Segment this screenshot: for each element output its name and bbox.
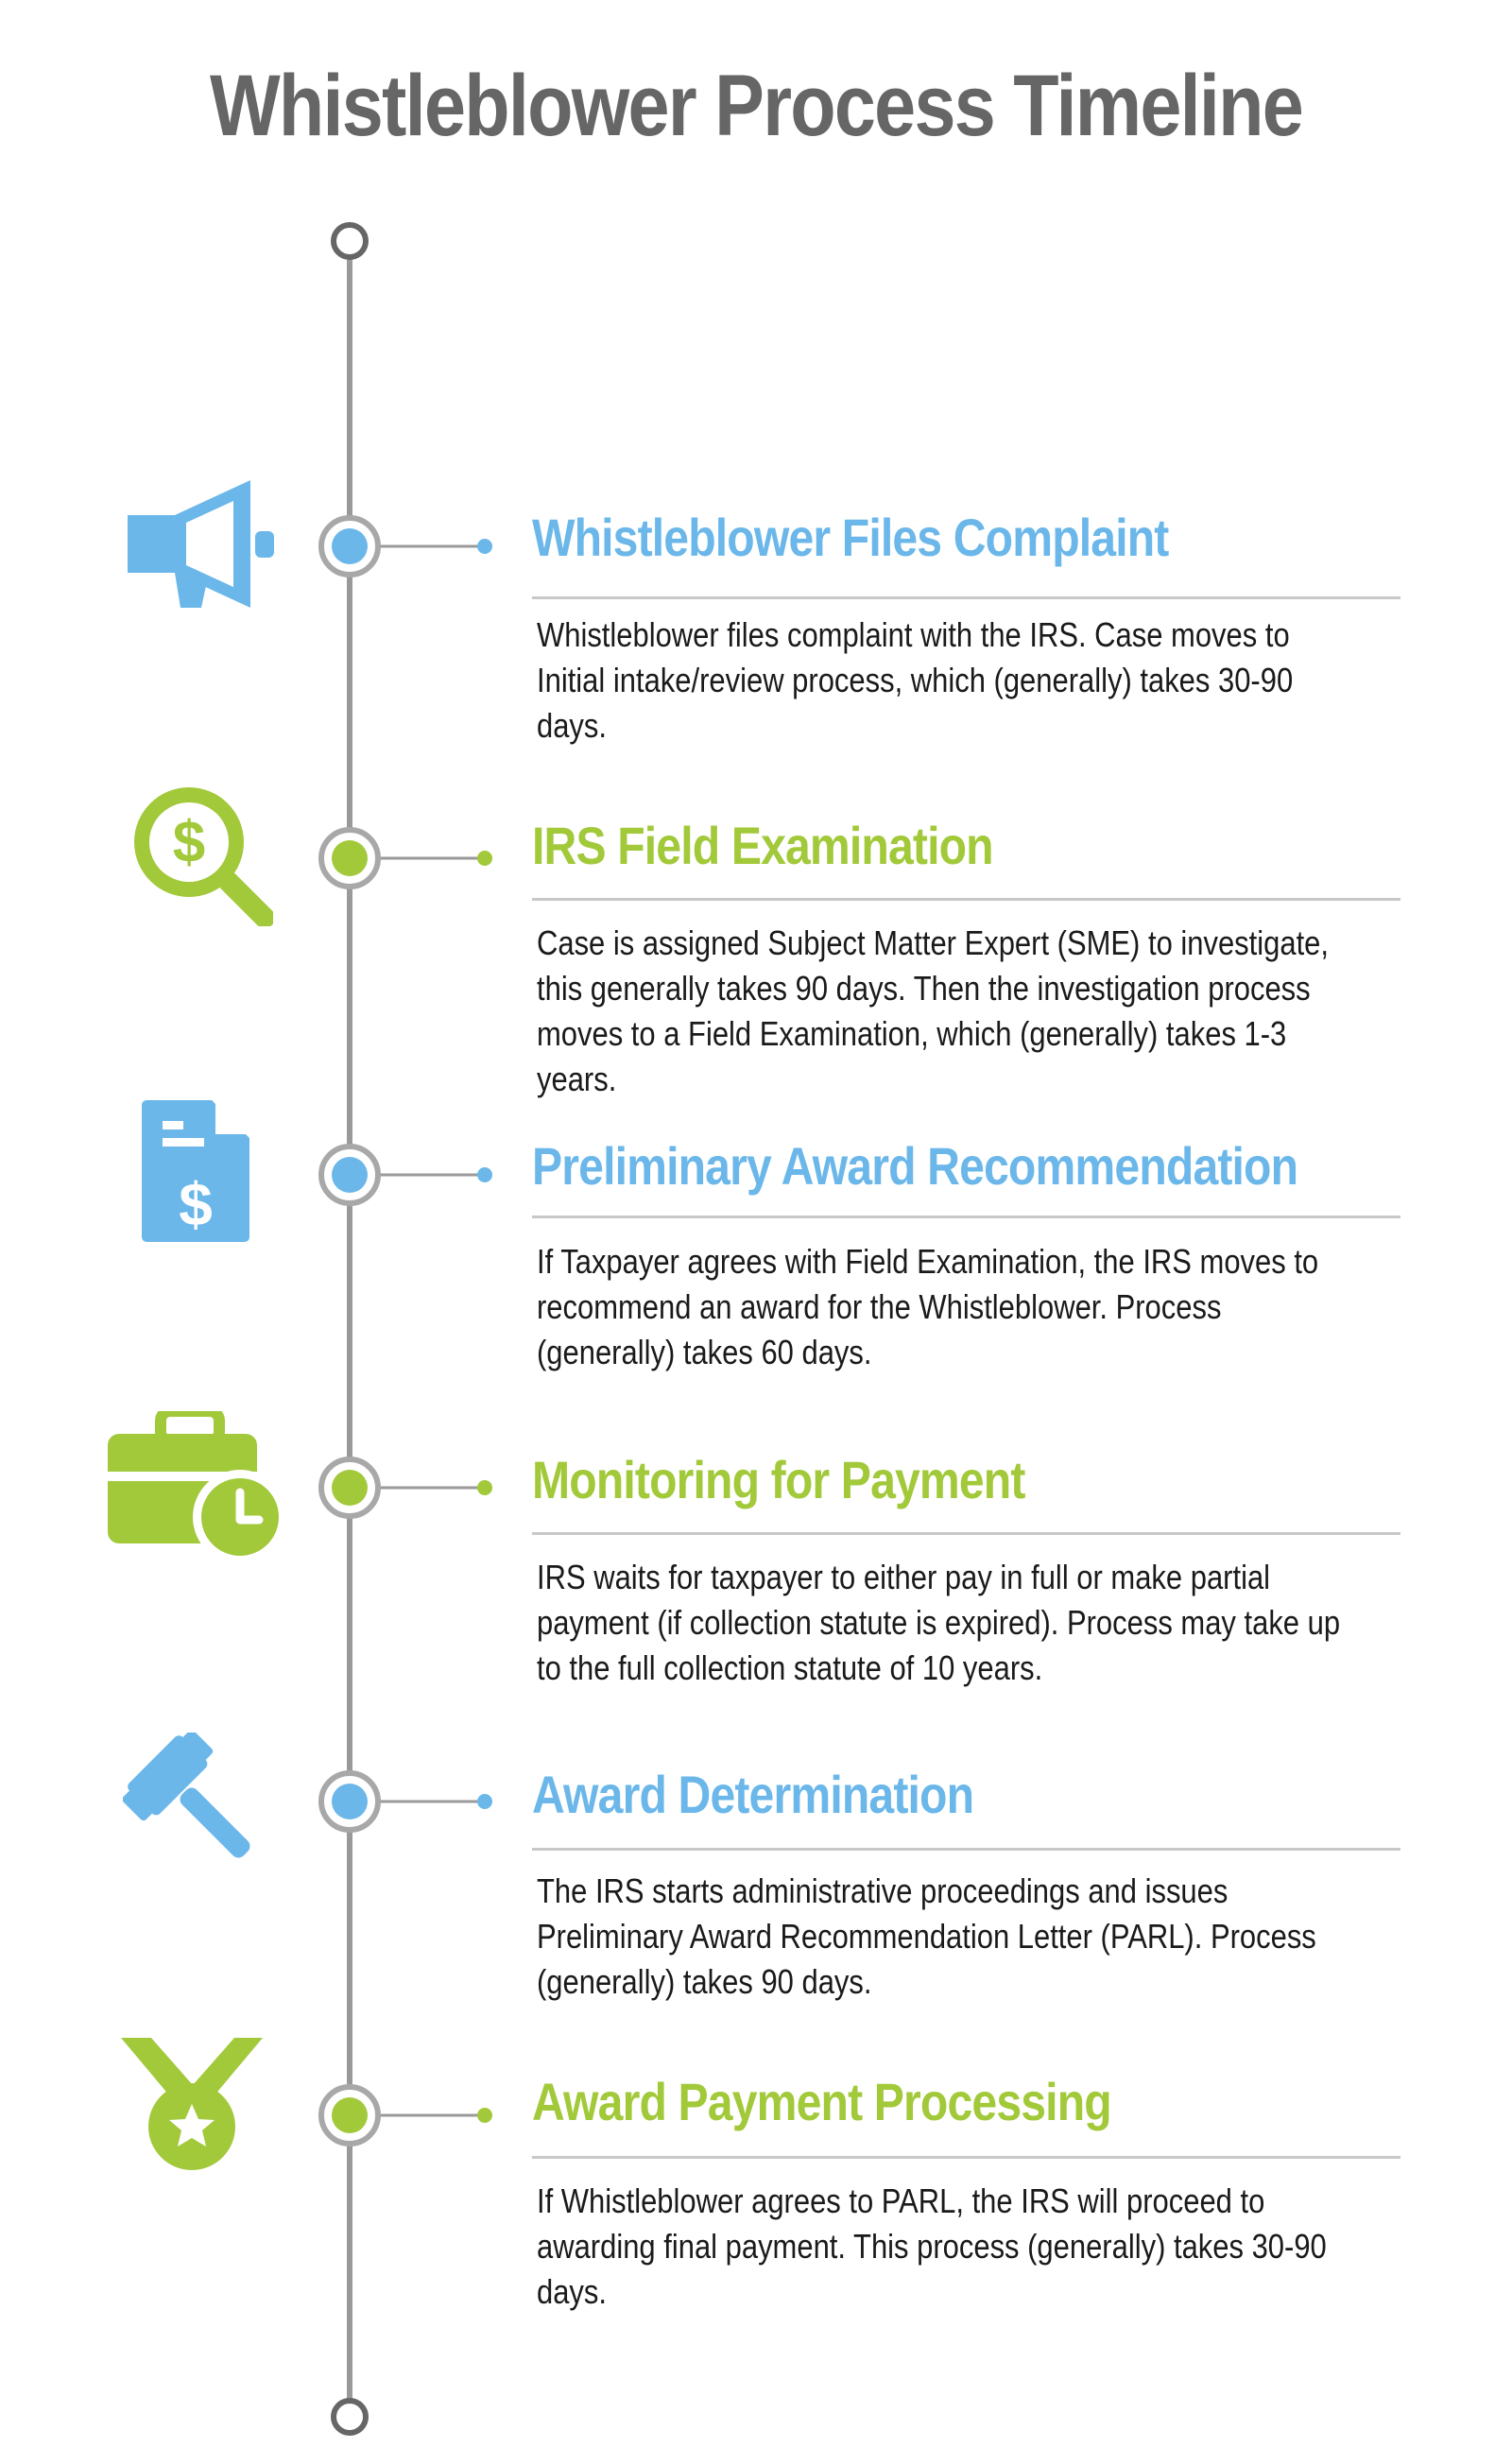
briefcase-clock-icon bbox=[108, 1411, 287, 1562]
timeline-node bbox=[321, 1459, 492, 1516]
step-divider bbox=[532, 1532, 1400, 1535]
step-title: Award Determination bbox=[532, 1765, 974, 1824]
step-divider bbox=[532, 2156, 1400, 2159]
step-divider bbox=[532, 898, 1400, 901]
step-description: IRS waits for taxpayer to either pay in full or make partial payment (if collection statute is expired). Process may take up to the full collection statute of 10 years. bbox=[537, 1558, 1341, 1687]
timeline-node bbox=[321, 1146, 492, 1203]
step-divider bbox=[532, 596, 1400, 599]
step-divider bbox=[532, 1848, 1400, 1851]
step-description: If Whistleblower agrees to PARL, the IRS will proceed to awarding final payment. This process (generally) takes 30-90 days. bbox=[537, 2181, 1327, 2311]
page-title: Whistleblower Process Timeline bbox=[209, 58, 1303, 154]
step-title: Preliminary Award Recommendation bbox=[532, 1136, 1298, 1196]
step-description: The IRS starts administrative proceedings and issues Preliminary Award Recommendation Letter (PARL). Process (generally) takes 90 days. bbox=[537, 1871, 1316, 2001]
step-title: Monitoring for Payment bbox=[532, 1450, 1025, 1509]
step-description: Whistleblower files complaint with the IRS. Case moves to Initial intake/review process, which (generally) takes 30-90 days. bbox=[537, 615, 1294, 745]
timeline-node bbox=[321, 1773, 492, 1830]
timeline-node bbox=[321, 518, 492, 575]
dollar-magnifier-icon bbox=[127, 780, 273, 926]
step-description: If Taxpayer agrees with Field Examination, the IRS moves to recommend an award for the Whistleblower. Process (generally) takes 60 days. bbox=[537, 1242, 1319, 1371]
dollar-document-icon bbox=[142, 1100, 250, 1242]
timeline-node bbox=[321, 2087, 492, 2144]
step-divider bbox=[532, 1215, 1400, 1218]
step-description: Case is assigned Subject Matter Expert (SME) to investigate, this generally takes 90 days. Then the investigation process moves to a Field Examination, which (generally) takes 1-3 years. bbox=[537, 923, 1330, 1098]
step-title: Award Payment Processing bbox=[532, 2072, 1111, 2131]
timeline-node bbox=[321, 830, 492, 887]
step-title: Whistleblower Files Complaint bbox=[532, 508, 1169, 567]
timeline-end-node bbox=[334, 2401, 366, 2433]
megaphone-icon bbox=[128, 480, 274, 608]
svg-text:$: $ bbox=[172, 810, 206, 875]
timeline-start-node bbox=[334, 225, 366, 257]
step-title: IRS Field Examination bbox=[532, 816, 993, 875]
gavel-icon bbox=[123, 1733, 269, 1874]
svg-text:$: $ bbox=[179, 1170, 213, 1238]
medal-icon bbox=[121, 2038, 263, 2170]
